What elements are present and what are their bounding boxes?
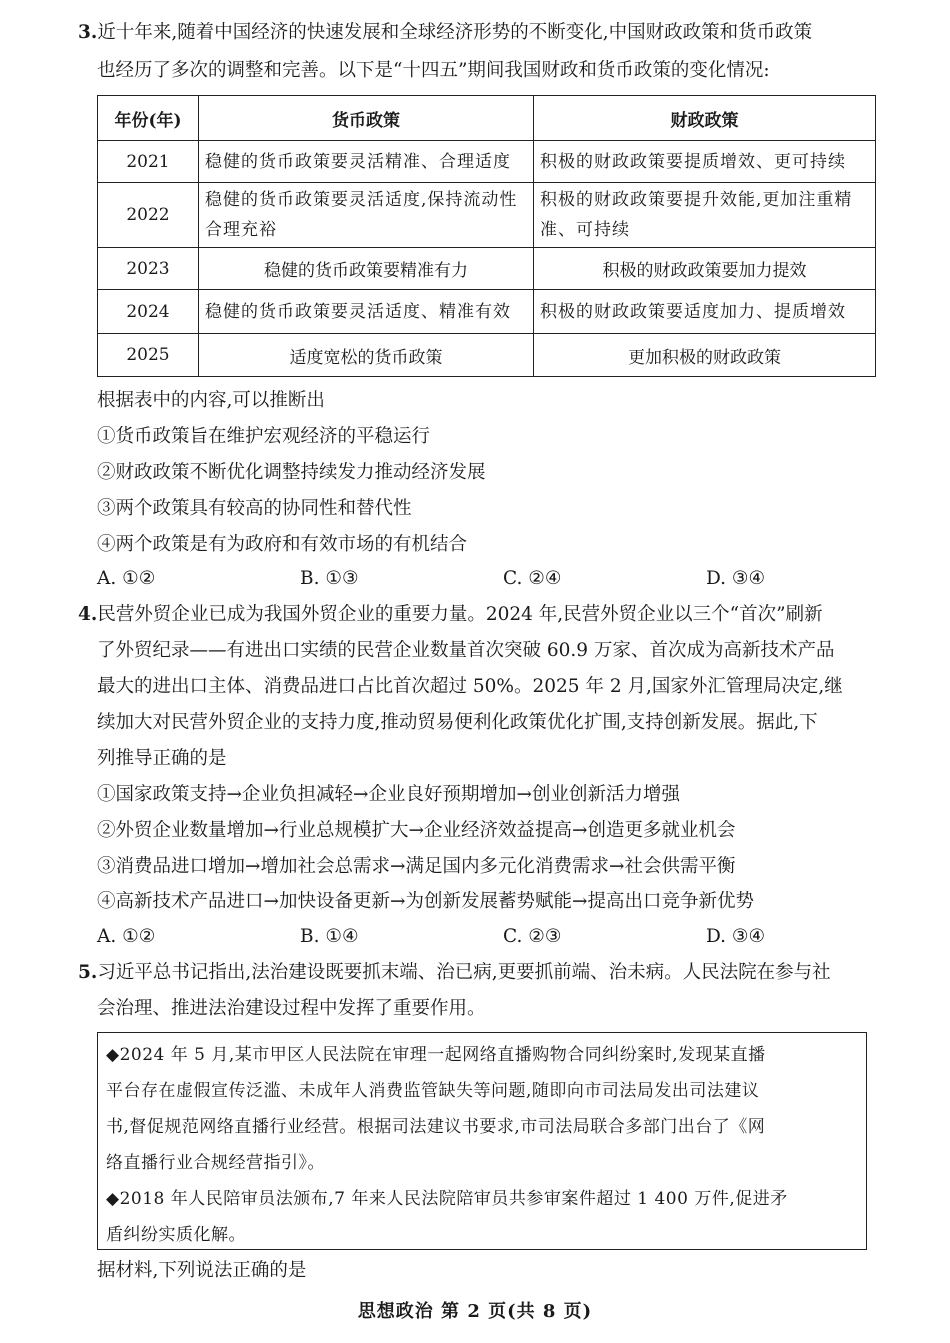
fiscal-cell: 积极的财政政策要提质增效、更可持续	[534, 141, 876, 183]
table-row	[98, 141, 876, 183]
q3-option-3: ③两个政策具有较高的协同性和替代性	[97, 498, 412, 519]
monetary-cell: 稳健的货币政策要灵活适度、精准有效	[199, 290, 534, 334]
table-row	[98, 248, 876, 290]
q5-stem-line-1	[78, 960, 831, 986]
year-cell: 2023	[98, 248, 199, 290]
material-line: ◆2018 年人民陪审员法颁布,7 年来人民法院陪审员共参审案件超过 1 400 万件,促进矛	[106, 1189, 788, 1209]
fiscal-cell: 更加积极的财政政策	[534, 334, 876, 377]
q3-number: 3.	[78, 22, 98, 43]
fiscal-cell: 积极的财政政策要提升效能,更加注重精准、可持续	[534, 183, 876, 248]
q3-choice-a[interactable]: A. ①②	[97, 568, 156, 589]
q4-option-2: ②外贸企业数量增加→行业总规模扩大→企业经济效益提高→创造更多就业机会	[97, 820, 736, 841]
q4-stem-text-1: 民营外贸企业已成为我国外贸企业的重要力量。2024 年,民营外贸企业以三个“首次”刷新	[97, 604, 823, 625]
q3-choice-b[interactable]: B. ①③	[300, 568, 359, 589]
material-line: 盾纠纷实质化解。	[106, 1225, 246, 1245]
table-row	[98, 183, 876, 248]
q3-stem-line-1	[78, 20, 812, 46]
q4-number: 4.	[78, 604, 98, 625]
header-fiscal: 财政政策	[534, 96, 876, 141]
q4-option-4: ④高新技术产品进口→加快设备更新→为创新发展蓄势赋能→提高出口竞争新优势	[97, 891, 755, 912]
year-cell: 2025	[98, 334, 199, 377]
q3-option-1: ①货币政策旨在维护宏观经济的平稳运行	[97, 426, 431, 447]
policy-table	[97, 95, 876, 377]
q4-option-3: ③消费品进口增加→增加社会总需求→满足国内多元化消费需求→社会供需平衡	[97, 856, 736, 877]
q5-stem-text-1: 习近平总书记指出,法治建设既要抓末端、治已病,更要抓前端、治未病。人民法院在参与社	[97, 962, 831, 983]
q3-choice-c[interactable]: C. ②④	[503, 568, 562, 589]
year-cell: 2022	[98, 183, 199, 248]
q4-choice-c[interactable]: C. ②③	[503, 926, 562, 947]
q3-choice-d[interactable]: D. ③④	[706, 568, 766, 589]
material-box	[97, 1032, 867, 1250]
monetary-cell: 稳健的货币政策要灵活适度,保持流动性合理充裕	[199, 183, 534, 248]
year-cell: 2024	[98, 290, 199, 334]
q3-stem-text-1: 近十年来,随着中国经济的快速发展和全球经济形势的不断变化,中国财政政策和货币政策	[97, 22, 813, 43]
year-cell: 2021	[98, 141, 199, 183]
q3-stem-line-2: 也经历了多次的调整和完善。以下是“十四五”期间我国财政和货币政策的变化情况:	[97, 60, 770, 81]
q4-stem-line-5: 列推导正确的是	[97, 748, 227, 769]
q5-prompt: 据材料,下列说法正确的是	[97, 1260, 307, 1281]
header-year: 年份(年)	[98, 96, 199, 141]
fiscal-cell: 积极的财政政策要适度加力、提质增效	[534, 290, 876, 334]
material-line: ◆2024 年 5 月,某市甲区人民法院在审理一起网络直播购物合同纠纷案时,发现某直播	[106, 1045, 766, 1065]
table-row	[98, 290, 876, 334]
monetary-cell: 稳健的货币政策要精准有力	[199, 248, 534, 290]
material-line: 平台存在虚假宣传泛滥、未成年人消费监管缺失等问题,随即向市司法局发出司法建议	[106, 1081, 760, 1101]
material-line: 络直播行业合规经营指引》。	[106, 1153, 325, 1173]
q3-option-4: ④两个政策是有为政府和有效市场的有机结合	[97, 534, 468, 555]
monetary-cell: 适度宽松的货币政策	[199, 334, 534, 377]
q4-stem-line-4: 续加大对民营外贸企业的支持力度,推动贸易便利化政策优化扩围,支持创新发展。据此,下	[97, 712, 818, 733]
page-footer: 思想政治 第 2 页(共 8 页)	[357, 1301, 593, 1322]
q4-choice-a[interactable]: A. ①②	[97, 926, 156, 947]
header-monetary: 货币政策	[199, 96, 534, 141]
q4-choice-d[interactable]: D. ③④	[706, 926, 766, 947]
q5-stem-line-2: 会治理、推进法治建设过程中发挥了重要作用。	[97, 998, 486, 1019]
q4-stem-line-3: 最大的进出口主体、消费品进口占比首次超过 50%。2025 年 2 月,国家外汇管理局决定,继	[97, 676, 843, 697]
q4-choice-b[interactable]: B. ①④	[300, 926, 359, 947]
table-row	[98, 334, 876, 377]
table-header-row	[98, 96, 876, 141]
q3-option-2: ②财政政策不断优化调整持续发力推动经济发展	[97, 462, 486, 483]
q3-prompt: 根据表中的内容,可以推断出	[97, 390, 325, 411]
q4-stem-line-2: 了外贸纪录——有进出口实绩的民营企业数量首次突破 60.9 万家、首次成为高新技术产品	[97, 640, 835, 661]
material-line: 书,督促规范网络直播行业经营。根据司法建议书要求,市司法局联合多部门出台了《网	[106, 1117, 766, 1137]
fiscal-cell: 积极的财政政策要加力提效	[534, 248, 876, 290]
monetary-cell: 稳健的货币政策要灵活精准、合理适度	[199, 141, 534, 183]
q4-stem-line-1	[78, 602, 823, 628]
q5-number: 5.	[78, 962, 98, 983]
q4-option-1: ①国家政策支持→企业负担减轻→企业良好预期增加→创业创新活力增强	[97, 784, 681, 805]
